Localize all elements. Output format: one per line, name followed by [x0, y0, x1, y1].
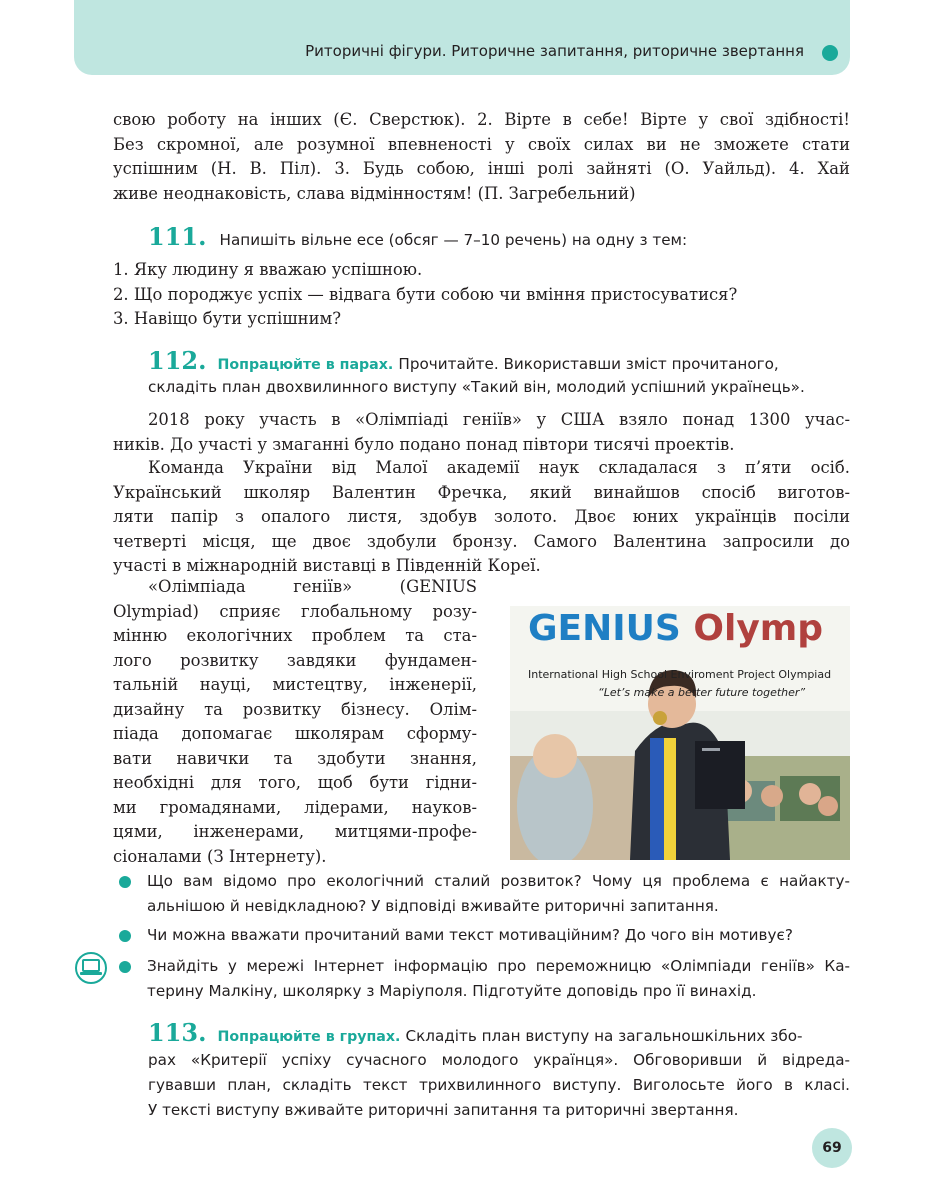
exercise-label: Попрацюйте в парах.: [217, 357, 394, 373]
header-title: Риторичні фігури. Риторичне запитання, риторичне звертання: [305, 42, 804, 60]
exercise-instruction-line2: складіть план двохвилинного виступу «Такий він, молодий успішний українець».: [148, 378, 805, 396]
text-line: Український школяр Валентин Фречка, який винайшов спосіб виготов-: [113, 482, 850, 502]
text-paragraph-3: [113, 575, 477, 869]
exercise-112-heading: [148, 346, 850, 400]
text-line: дизайну та розвитку бізнесу. Олім-: [113, 699, 477, 719]
topic-item: 2. Що породжує успіх — відвага бути собою чи вміння пристосуватися?: [113, 284, 738, 304]
text-line: «Олімпіада геніїв» (GENIUS: [148, 577, 477, 596]
exercise-111-topics: [113, 258, 850, 332]
exercise-number: 111.: [148, 222, 207, 251]
question-line: терину Малкіну, школярку з Маріуполя. Підготуйте доповідь про її винахід.: [147, 982, 757, 1000]
text-line: ників. До участі у змаганні було подано понад півтори тисячі проектів.: [113, 434, 735, 454]
question-3: [147, 954, 850, 1004]
exercise-number: 113.: [148, 1018, 207, 1047]
text-line: необхідні для того, щоб бути гідни-: [113, 773, 477, 792]
text-line: тальній науці, мистецтву, інженерії,: [113, 675, 477, 694]
text-line: Команда України від Малої академії наук складалася з п’яти осіб.: [148, 458, 850, 477]
topic-item: 1. Яку людину я вважаю успішною.: [113, 260, 423, 279]
bullet-icon: [119, 876, 131, 888]
question-2: [147, 923, 850, 948]
bullet-icon: [119, 961, 131, 973]
intro-paragraph: [113, 108, 850, 206]
exercise-text-line: Складіть план виступу на загальношкільних збо-: [405, 1027, 803, 1045]
text-line: ми громадянами, лідерами, науков-: [113, 797, 477, 817]
exercise-instruction: Напишіть вільне есе (обсяг — 7–10 речень) на одну з тем:: [219, 231, 688, 249]
exercise-text-line: гувавши план, складіть текст трихвилинного виступу. Виголосьте його в класі.: [148, 1076, 850, 1094]
intro-line: живе неоднаковість, слава відмінностям! (П. Загребельний): [113, 183, 636, 203]
intro-line: успішним (Н. В. Піл). 3. Будь собою, інші ролі зайняті (О. Уайльд). 4. Хай: [113, 159, 850, 178]
exercise-number: 112.: [148, 346, 207, 375]
text-line: лого розвитку завдяки фундамен-: [113, 650, 477, 670]
text-line: участі в міжнародній виставці в Південній Кореї.: [113, 556, 541, 575]
laptop-icon: [74, 952, 110, 984]
text-line: сіоналами (З Інтернету).: [113, 846, 327, 866]
question-1: [147, 869, 850, 919]
text-line: мінню екологічних проблем та ста-: [113, 626, 477, 645]
question-line: Що вам відомо про екологічний сталий розвиток? Чому ця проблема є найакту-: [147, 872, 850, 890]
question-line: альнішою й невідкладною? У відповіді вживайте риторичні запитання.: [147, 897, 719, 915]
question-line: Чи можна вважати прочитаний вами текст мотиваційним? До чого він мотивує?: [147, 926, 793, 944]
text-line: цями, інженерами, митцями-профе-: [113, 822, 477, 841]
text-line: 2018 року участь в «Олімпіаді геніїв» у США взяло понад 1300 учас-: [148, 410, 850, 429]
text-line: четверті місця, ще двоє здобули бронзу. Самого Валентина запросили до: [113, 531, 850, 551]
banner-title-genius: GENIUS: [528, 608, 681, 649]
banner-title-olymp: Olymp: [693, 608, 824, 649]
exercise-113: [148, 1018, 850, 1123]
banner-title: [528, 608, 823, 649]
intro-line: Без скромної, але розумної впевненості у своїх силах ви не зможете стати: [113, 134, 850, 154]
topic-item: 3. Навіщо бути успішним?: [113, 309, 342, 328]
exercise-label: Попрацюйте в групах.: [217, 1029, 401, 1045]
page-header: [74, 0, 850, 75]
intro-line: свою роботу на інших (Є. Сверстюк). 2. Вірте в себе! Вірте у свої здібності!: [113, 110, 850, 129]
exercise-text-line: рах «Критерії успіху сучасного молодого українця». Обговоривши й відреда-: [148, 1051, 850, 1069]
question-line: Знайдіть у мережі Інтернет інформацію про переможницю «Олімпіади геніїв» Ка-: [147, 957, 850, 975]
text-line: ляти папір з опалого листя, здобув золото. Двоє юних українців посіли: [113, 507, 850, 526]
exercise-111-heading: [148, 222, 687, 253]
banner-slogan: “Let’s make a better future together”: [598, 686, 806, 699]
bullet-icon: [119, 930, 131, 942]
exercise-text-line: У тексті виступу вживайте риторичні запитання та риторичні звертання.: [148, 1101, 739, 1119]
text-line: піада допомагає школярам сформу-: [113, 724, 477, 743]
text-line: Olympiad) сприяє глобальному розу-: [113, 601, 477, 621]
header-dot-icon: [822, 45, 838, 61]
text-line: вати навички та здобути знання,: [113, 748, 477, 768]
page-number: 69: [812, 1128, 852, 1168]
banner-subtitle: International High School Enviroment Project Olympiad: [528, 668, 832, 681]
olympiad-photo: [510, 606, 850, 860]
text-paragraph-2: [113, 456, 850, 579]
exercise-instruction: Прочитайте. Використавши зміст прочитаного,: [398, 355, 779, 373]
text-paragraph-1: [113, 408, 850, 457]
